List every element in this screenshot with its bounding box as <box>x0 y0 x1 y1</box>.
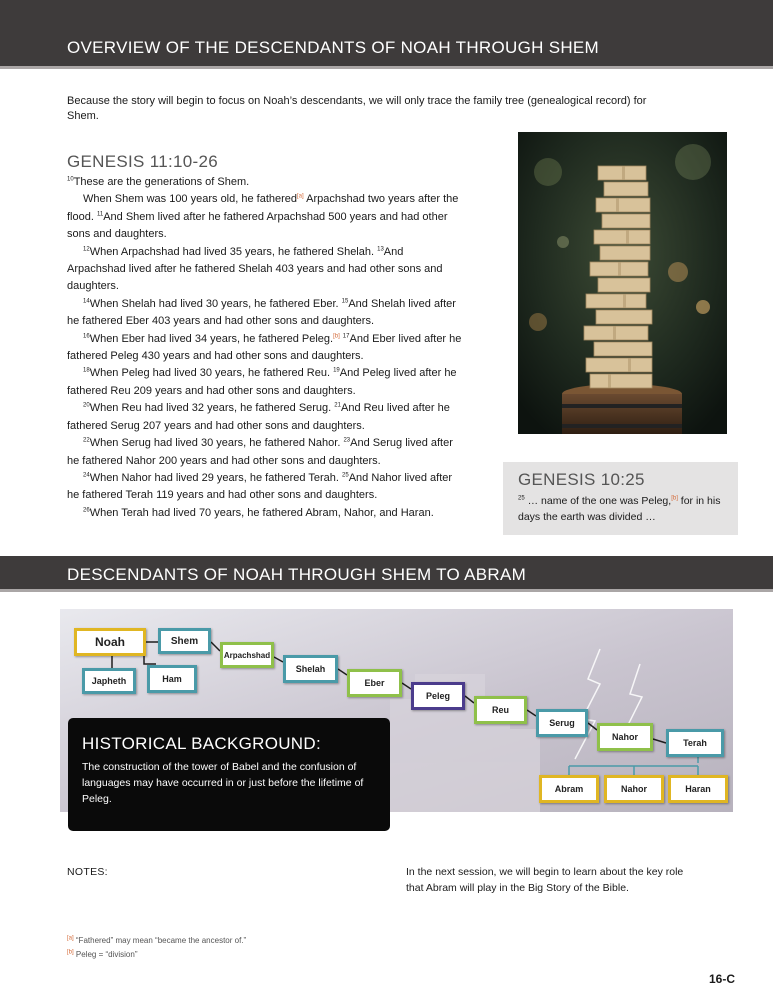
next-session-text: In the next session, we will begin to learn about the key role that Abram will play in the Big Story of the Bible. <box>406 866 684 894</box>
verse-number: 25 <box>342 472 349 479</box>
scripture-heading: GENESIS 11:10-26 <box>67 152 218 171</box>
callout-heading: GENESIS 10:25 <box>518 470 645 489</box>
tree-node-peleg <box>411 682 465 710</box>
verse-number: 14 <box>83 298 90 305</box>
verse-text: When Shem was 100 years old, he fathered <box>83 193 298 206</box>
verse-number: 15 <box>341 298 349 305</box>
footnote-mark[interactable]: [b] <box>671 495 678 502</box>
scripture-passage <box>67 174 462 522</box>
intro-text: Because the story will begin to focus on Noah’s descendants, we will only trace the family tree (genealogical record) for Shem. <box>67 95 647 122</box>
verse-number: 26 <box>83 507 90 514</box>
footnote-text: Peleg = “division” <box>73 950 138 959</box>
genesis-10-25-callout <box>503 462 738 535</box>
verse-text: And Serug lived after he fathered Nahor 200 years and had other sons and daughters. <box>67 437 453 467</box>
tree-node-label: Reu <box>491 705 509 715</box>
tree-node-label: Japheth <box>91 676 127 686</box>
section-banner <box>0 556 773 592</box>
verse-text: And Reu lived after he fathered Serug 207 years and had other sons and daughters. <box>67 402 450 432</box>
verse-number: 12 <box>83 245 90 252</box>
verse-number: 10 <box>67 176 74 183</box>
tree-node-label: Nahor <box>620 784 647 794</box>
verse-text: When Terah had lived 70 years, he fathered Abram, Nahor, and Haran. <box>89 506 434 519</box>
tree-node-arpachshad <box>220 642 274 668</box>
verse-text: When Eber had lived 34 years, he fathered Peleg. <box>89 332 334 345</box>
verse-text: These are the generations of Shem. <box>73 176 250 188</box>
callout-text-before: … name of the one was Peleg, <box>524 495 672 507</box>
tree-node-haran <box>668 775 728 803</box>
verse-text: And Peleg lived after he fathered Reu 209 years and had other sons and daughters. <box>67 367 457 397</box>
verse-text: And Shem lived after he fathered Arpachshad 500 years and had other sons and daughters. <box>67 210 448 241</box>
tree-node-noah <box>74 628 146 656</box>
verse-text: And Shelah lived after he fathered Eber 403 years and had other sons and daughters. <box>67 297 456 328</box>
tree-node-serug <box>536 709 588 737</box>
verse-number: 11 <box>96 211 104 218</box>
footnote-mark[interactable]: [b] <box>333 333 340 339</box>
tree-node-label: Abram <box>554 784 584 794</box>
tree-node-abram <box>539 775 599 803</box>
page-title: OVERVIEW OF THE DESCENDANTS OF NOAH THROUGH SHEM <box>67 38 600 57</box>
verse-number: 25 <box>518 495 525 502</box>
verse-text: And Arpachshad lived after he fathered Shelah 403 years and had other sons and daughters. <box>67 245 443 293</box>
footnote-item <box>67 948 246 962</box>
tree-node-label: Shem <box>170 635 199 647</box>
tree-node-japheth <box>82 668 136 694</box>
scripture-paragraph <box>67 296 462 331</box>
tree-node-terah <box>666 729 724 757</box>
footnote-mark[interactable]: [a] <box>297 193 304 200</box>
footnote-mark: [b] <box>67 949 74 956</box>
footnote-item <box>67 934 246 948</box>
verse-text: And Eber lived after he fathered Peleg 430 years and had other sons and daughters. <box>67 332 462 363</box>
tree-node-label: Noah <box>95 635 125 649</box>
verse-number: 17 <box>342 333 350 339</box>
block-tower-photo <box>518 132 727 434</box>
page-number: 16-C <box>708 972 735 986</box>
tree-node-reu <box>474 696 527 724</box>
scripture-paragraph <box>67 331 462 366</box>
verse-text: When Peleg had lived 30 years, he fathered Reu. <box>89 367 334 380</box>
tree-node-label: Nahor <box>611 732 638 742</box>
verse-text: When Reu had lived 32 years, he fathered Serug. <box>89 402 335 415</box>
callout-text-after: for in his days the earth was divided … <box>518 495 721 523</box>
verse-number: 21 <box>334 402 341 409</box>
tree-node-label: Ham <box>162 674 182 684</box>
tree-node-label: Peleg <box>425 691 450 701</box>
historical-heading: HISTORICAL BACKGROUND: <box>82 734 321 753</box>
tree-node-nahor <box>597 723 653 751</box>
scripture-paragraph <box>67 365 462 400</box>
callout-text <box>518 493 724 525</box>
verse-number: 16 <box>83 333 90 339</box>
verse-text: When Nahor had lived 29 years, he fathered Terah. <box>89 471 343 484</box>
tree-node-shem <box>158 628 211 654</box>
verse-text: When Shelah had lived 30 years, he fathered Eber. <box>89 297 342 310</box>
verse-text: When Serug had lived 30 years, he fathered Nahor. <box>89 437 344 450</box>
tree-node-label: Arpachshad <box>223 650 271 660</box>
verse-number: 13 <box>377 245 384 252</box>
tree-node-shelah <box>283 655 338 683</box>
tree-node-nahor-son <box>604 775 664 803</box>
historical-text: The construction of the tower of Babel and the confusion of languages may have occurred in or just before the lifetime of Peleg. <box>82 761 364 805</box>
verse-number: 18 <box>83 367 90 374</box>
scripture-paragraph <box>67 505 462 522</box>
scripture-paragraph <box>67 191 462 243</box>
scripture-paragraph <box>67 244 462 296</box>
scripture-paragraph <box>67 174 462 191</box>
tree-node-label: Serug <box>549 718 575 728</box>
footnotes <box>67 934 246 962</box>
tree-node-label: Shelah <box>295 664 326 674</box>
historical-background-box <box>68 718 390 831</box>
verse-text: And Nahor lived after he fathered Terah 119 years and had other sons and daughters. <box>67 471 453 502</box>
footnote-mark: [a] <box>67 935 74 942</box>
notes-label: NOTES: <box>67 866 108 878</box>
page-title-banner <box>0 0 773 69</box>
verse-text: When Arpachshad had lived 35 years, he fathered Shelah. <box>89 245 378 258</box>
section-title: DESCENDANTS OF NOAH THROUGH SHEM TO ABRAM <box>67 565 527 584</box>
scripture-paragraph <box>67 400 462 435</box>
tree-node-label: Haran <box>685 784 711 794</box>
verse-number: 23 <box>343 437 351 444</box>
verse-number: 20 <box>83 402 90 409</box>
footnote-text: “Fathered” may mean “became the ancestor of.” <box>73 936 247 945</box>
tree-node-label: Terah <box>683 738 707 748</box>
tree-node-label: Eber <box>364 678 385 688</box>
verse-number: 22 <box>83 437 90 444</box>
scripture-paragraph <box>67 435 462 470</box>
verse-number: 24 <box>83 472 90 479</box>
verse-text: Arpachshad two years after the flood. <box>67 193 459 223</box>
verse-number: 19 <box>333 367 340 374</box>
scripture-paragraph <box>67 470 462 505</box>
tree-node-eber <box>347 669 402 697</box>
tree-node-ham <box>147 665 197 693</box>
